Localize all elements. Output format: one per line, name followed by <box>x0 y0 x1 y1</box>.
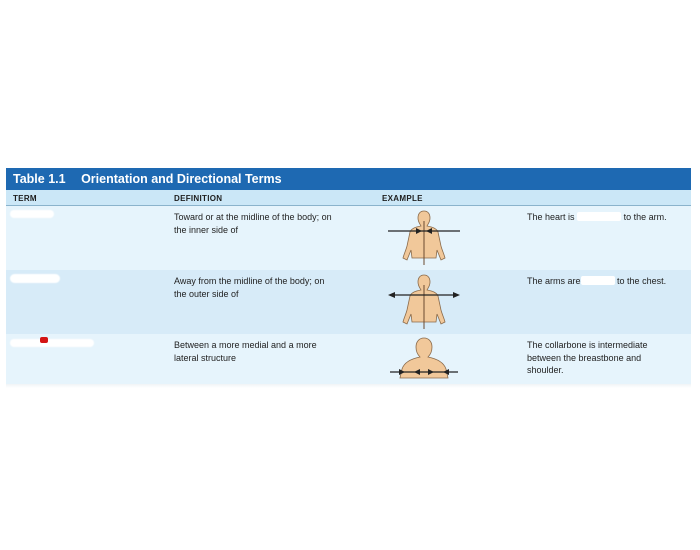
table-row <box>6 206 691 270</box>
table-title-bar <box>6 168 691 190</box>
red-marker <box>40 337 48 343</box>
term-answer-blank[interactable] <box>10 274 60 283</box>
table-header-row <box>6 190 691 206</box>
table-row <box>6 334 691 384</box>
table-number: Table 1.1 <box>13 172 66 186</box>
example-cell: The collarbone is intermediate between the breastbone and shoulder. <box>527 340 648 375</box>
example-answer-blank[interactable] <box>581 276 615 285</box>
torso-arrows-inward-icon <box>386 209 462 269</box>
table-title: Orientation and Directional Terms <box>81 172 282 186</box>
header-definition: DEFINITION <box>174 194 223 203</box>
torso-arrows-outward-icon <box>386 273 462 333</box>
definition-cell: Toward or at the midline of the body; on the inner side of <box>174 212 332 235</box>
directional-terms-table <box>6 168 691 388</box>
example-answer-blank[interactable] <box>577 212 621 221</box>
header-term: TERM <box>13 194 37 203</box>
definition-cell: Away from the midline of the body; on the outer side of <box>174 276 325 299</box>
header-example: EXAMPLE <box>382 194 423 203</box>
shoulders-arrows-intermediate-icon <box>386 336 462 382</box>
example-cell: The heart is to the arm. <box>527 212 667 222</box>
table-bottom-edge <box>6 384 691 388</box>
example-cell: The arms are to the chest. <box>527 276 667 286</box>
table-row <box>6 270 691 334</box>
term-answer-blank[interactable] <box>10 210 54 218</box>
term-answer-blank[interactable] <box>10 339 94 347</box>
definition-cell: Between a more medial and a more lateral structure <box>174 340 317 363</box>
